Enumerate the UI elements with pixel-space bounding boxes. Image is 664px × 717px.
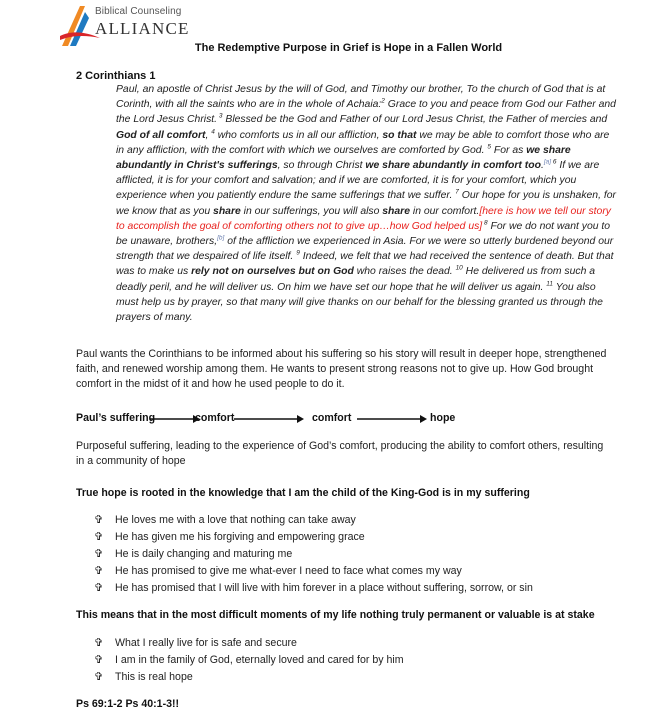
emphasis-text: so that xyxy=(382,129,417,141)
list-item xyxy=(94,580,614,597)
red-annotation: [here is how we tell our story to accomplish the goal of comforting others not to give up…how God helped us] xyxy=(116,205,611,232)
list-item-text: He has promised that I will live with him forever in a place without suffering, sorrow, or sin xyxy=(115,581,533,594)
verse-number: 9 xyxy=(296,249,300,257)
meaning-heading: This means that in the most difficult moments of my life nothing truly permanent or valuable is at stake xyxy=(76,609,595,621)
emphasis-text: share xyxy=(213,205,241,217)
verse-number: 3 xyxy=(217,112,223,120)
emphasis-text: God of all comfort xyxy=(116,129,206,141)
list-item-text: He loves me with a love that nothing can take away xyxy=(115,514,356,526)
summary-paragraph: Paul wants the Corinthians to be informed about his suffering so his story will result in deeper hope, strengthened faith, and renewed worship among them. He wants to present strong reasons not to give up. How God brought comfort in the midst of it and how he used people to do it. xyxy=(76,348,607,391)
list-item-text: I am in the family of God, eternally loved and cared for by him xyxy=(115,653,404,666)
psalm-references: Ps 69:1-2 Ps 40:1-3!! xyxy=(76,698,180,710)
scripture-text: who comforts us in all our affliction, xyxy=(214,129,383,141)
footnote-link-b[interactable]: [b] xyxy=(217,234,225,242)
scripture-reference: 2 Corinthians 1 xyxy=(76,70,156,82)
footnote-link-a[interactable]: [a] xyxy=(543,158,552,166)
purpose-paragraph: Purposeful suffering, leading to the experience of God’s comfort, producing the ability to comfort others, resulting in a community of hope xyxy=(76,440,604,468)
list-item xyxy=(94,635,614,652)
scripture-text: , so through Christ xyxy=(277,160,366,172)
cross-bullet-icon: ✞ xyxy=(94,653,104,666)
scripture-text: in our sufferings, you will also xyxy=(240,205,383,217)
verse-number: 10 xyxy=(455,264,463,272)
flow-arrow-icon xyxy=(234,412,304,426)
verse-number: 4 xyxy=(211,128,215,136)
flow-step-comfort-2: comfort xyxy=(312,412,352,424)
scripture-text: in our comfort. xyxy=(410,205,480,217)
logo-text-main: ALLIANCE xyxy=(95,19,190,38)
verse-number: 2 xyxy=(381,97,385,105)
flow-step-comfort-1: comfort xyxy=(195,412,235,424)
cross-bullet-icon: ✞ xyxy=(94,581,104,594)
scripture-text: Blessed be the God and Father of our Lord Jesus Christ, the Father of mercies and xyxy=(222,114,608,126)
cross-bullet-icon: ✞ xyxy=(94,514,104,526)
scripture-text: of the affliction we experienced in Asia. For we were so utterly burdened beyond our strength that we despaired of life itself. xyxy=(116,236,614,263)
list-item-text: He is daily changing and maturing me xyxy=(115,547,293,560)
cross-bullet-icon: ✞ xyxy=(94,547,104,560)
scripture-passage xyxy=(116,82,616,325)
list-item xyxy=(94,669,614,686)
scripture-text: we may be able to comfort those who are in any affliction, with the comfort with which we ourselves are comforted by God. xyxy=(116,129,610,156)
scripture-text: He delivered us from such a deadly peril, and he will deliver us. On him we have set our hope that he will deliver us again. xyxy=(116,266,596,293)
list-item xyxy=(94,652,614,669)
emphasis-text: we share abundantly in comfort too xyxy=(365,160,541,172)
scripture-text: You also must help us by prayer, so that many will give thanks on our behalf for the blessing granted us through the prayers of many. xyxy=(116,281,603,324)
flow-step-hope: hope xyxy=(430,412,456,424)
flow-step-suffering: Paul’s suffering xyxy=(76,412,156,424)
verse-number: 8 xyxy=(482,219,488,227)
list-item-text: What I really live for is safe and secure xyxy=(115,637,297,649)
list-item-text: He has promised to give me what-ever I need to face what comes my way xyxy=(115,564,462,577)
scripture-text: Grace to you and peace from God our Father and the Lord Jesus Christ. xyxy=(116,99,616,126)
verse-number: 6 xyxy=(551,158,557,166)
document-title: The Redemptive Purpose in Grief is Hope in a Fallen World xyxy=(194,42,503,54)
list-item-text: This is real hope xyxy=(115,670,193,683)
logo-text-top: Biblical Counseling xyxy=(95,6,182,17)
scripture-text: If we are afflicted, it is for your comfort and salvation; and if we are comforted, it is for your comfort, which you experience when you patiently endure the same sufferings that we suffer. xyxy=(116,160,600,202)
list-item xyxy=(94,512,614,529)
list-item-text: He has given me his forgiving and empowering grace xyxy=(115,530,365,543)
list-item xyxy=(94,529,614,546)
hope-list xyxy=(94,512,614,596)
flow-arrow-icon xyxy=(150,412,200,426)
verse-number: 5 xyxy=(487,143,491,151)
list-item xyxy=(94,546,614,563)
cross-bullet-icon: ✞ xyxy=(94,670,104,683)
meaning-list xyxy=(94,635,614,686)
hope-heading: True hope is rooted in the knowledge that I am the child of the King-God is in my suffering xyxy=(76,487,530,499)
cross-bullet-icon: ✞ xyxy=(94,637,104,649)
verse-number: 11 xyxy=(546,280,554,288)
scripture-text: who raises the dead. xyxy=(353,266,456,278)
verse-number: 7 xyxy=(455,188,459,196)
emphasis-text: share xyxy=(382,205,411,217)
cross-bullet-icon: ✞ xyxy=(94,564,104,577)
suffering-to-hope-flow xyxy=(76,412,616,428)
list-item xyxy=(94,563,614,580)
scripture-text: For we do not want you to be unaware, brothers, xyxy=(116,220,611,248)
cross-bullet-icon: ✞ xyxy=(94,530,104,543)
scripture-text: Our hope for you is unshaken, for we know that as you xyxy=(116,190,616,217)
emphasis-text: rely not on ourselves but on God xyxy=(191,266,354,278)
scripture-text: Paul, an apostle of Christ Jesus by the will of God, and Timothy our brother, To the church of God that is at Corinth, with all the saints who are in the whole of Achaia: xyxy=(116,84,606,111)
emphasis-text: we share abundantly in Christ's sufferings xyxy=(116,144,571,172)
scripture-text: . xyxy=(540,160,544,172)
scripture-text: , xyxy=(205,129,212,141)
flow-arrow-icon xyxy=(357,412,427,426)
scripture-text: Indeed, we felt that we had received the sentence of death. But that was to make us xyxy=(116,251,614,278)
scripture-text: For as xyxy=(490,144,527,156)
